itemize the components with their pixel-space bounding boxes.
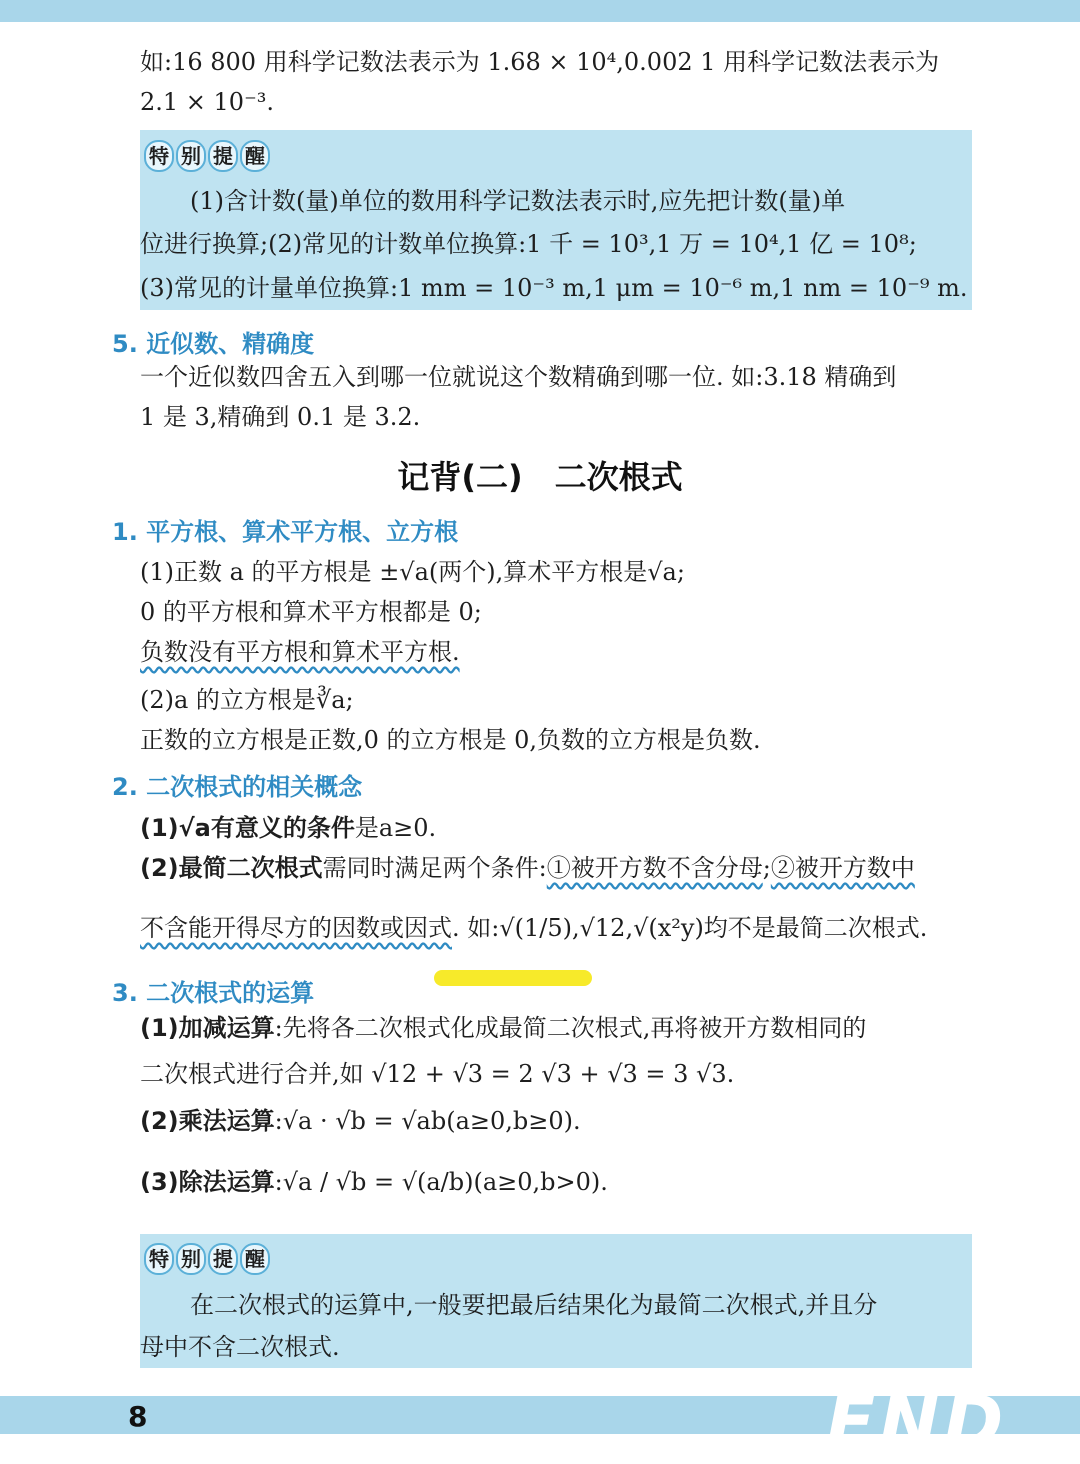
tip-label-1 — [144, 140, 270, 172]
s2-line-2-plain: 需同时满足两个条件: — [322, 854, 547, 882]
s3-line-1-rest: :先将各二次根式化成最简二次根式,再将被开方数相同的 — [274, 1014, 867, 1042]
s1-line-4: (2)a 的立方根是∛a; — [140, 686, 354, 714]
s3-line-3 — [140, 1107, 581, 1136]
tip-label-char: 提 — [208, 1243, 238, 1275]
tip-label-2 — [144, 1243, 270, 1275]
tip-label-char: 提 — [208, 140, 238, 172]
s2-condition-2-cont: 不含能开得尽方的因数或因式 — [140, 914, 452, 942]
top-color-strip — [0, 0, 1080, 22]
s2-line-2-sep: ; — [762, 854, 771, 882]
page-number: 8 — [128, 1400, 148, 1433]
s1-line-3: 负数没有平方根和算术平方根. — [140, 638, 460, 666]
tip-label-char: 特 — [144, 1243, 174, 1275]
s3-line-1 — [140, 1014, 866, 1043]
tip-label-char: 醒 — [240, 1243, 270, 1275]
tip1-line-2: 位进行换算;(2)常见的计数单位换算:1 千 = 10³,1 万 = 10⁴,1 亿 = 10⁸; — [140, 230, 917, 258]
s1-line-1: (1)正数 a 的平方根是 ±√a(两个),算术平方根是√a; — [140, 558, 685, 586]
yellow-highlight-mark — [434, 970, 592, 986]
s2-heading: 2. 二次根式的相关概念 — [112, 773, 363, 801]
tip-label-char: 别 — [176, 140, 206, 172]
end-mark: END — [826, 1380, 1008, 1464]
s2-line-1 — [140, 814, 436, 843]
s3-line-3-rest: :√a · √b = √ab(a≥0,b≥0). — [274, 1107, 581, 1135]
tip-label-char: 特 — [144, 140, 174, 172]
s3-line-4-bold: (3)除法运算 — [140, 1168, 275, 1196]
intro-line-1: 如:16 800 用科学记数法表示为 1.68 × 10⁴,0.002 1 用科学记数法表示为 — [140, 48, 940, 76]
tip2-line-2: 母中不含二次根式. — [140, 1333, 340, 1361]
s2-line-2-bold: (2)最简二次根式 — [140, 854, 323, 882]
s2-condition-1: ①被开方数不含分母 — [546, 854, 763, 882]
s2-line-3-rest: . 如:√(1/5),√12,√(x²y)均不是最简二次根式. — [452, 914, 928, 942]
s3-line-2: 二次根式进行合并,如 √12 + √3 = 2 √3 + √3 = 3 √3. — [140, 1060, 735, 1088]
s3-line-3-bold: (2)乘法运算 — [140, 1107, 275, 1135]
section-5-line-2: 1 是 3,精确到 0.1 是 3.2. — [140, 403, 421, 431]
tip-label-char: 醒 — [240, 140, 270, 172]
tip2-line-1: 在二次根式的运算中,一般要把最后结果化为最简二次根式,并且分 — [190, 1291, 878, 1319]
s2-line-3 — [140, 914, 927, 943]
chapter-title: 记背(二) 二次根式 — [397, 458, 683, 496]
tip-label-char: 别 — [176, 1243, 206, 1275]
s1-line-2: 0 的平方根和算术平方根都是 0; — [140, 598, 482, 626]
tip1-line-3: (3)常见的计量单位换算:1 mm = 10⁻³ m,1 μm = 10⁻⁶ m,1 nm = 10⁻⁹ m. — [140, 274, 968, 302]
s2-condition-2: ②被开方数中 — [770, 854, 915, 882]
s1-line-5: 正数的立方根是正数,0 的立方根是 0,负数的立方根是负数. — [140, 726, 761, 754]
s1-heading: 1. 平方根、算术平方根、立方根 — [112, 518, 459, 546]
s3-line-4-rest: :√a / √b = √(a/b)(a≥0,b>0). — [274, 1168, 608, 1196]
s2-line-2 — [140, 854, 915, 883]
section-5-line-1: 一个近似数四舍五入到哪一位就说这个数精确到哪一位. 如:3.18 精确到 — [140, 363, 897, 391]
tip1-line-1: (1)含计数(量)单位的数用科学记数法表示时,应先把计数(量)单 — [190, 187, 846, 215]
s3-line-1-bold: (1)加减运算 — [140, 1014, 275, 1042]
s3-line-4 — [140, 1168, 608, 1197]
s2-line-1-bold: (1)√a有意义的条件 — [140, 814, 355, 842]
intro-line-2: 2.1 × 10⁻³. — [140, 88, 274, 116]
s3-heading: 3. 二次根式的运算 — [112, 979, 315, 1007]
section-5-heading: 5. 近似数、精确度 — [112, 330, 315, 358]
s2-line-1-rest: 是a≥0. — [354, 814, 437, 842]
